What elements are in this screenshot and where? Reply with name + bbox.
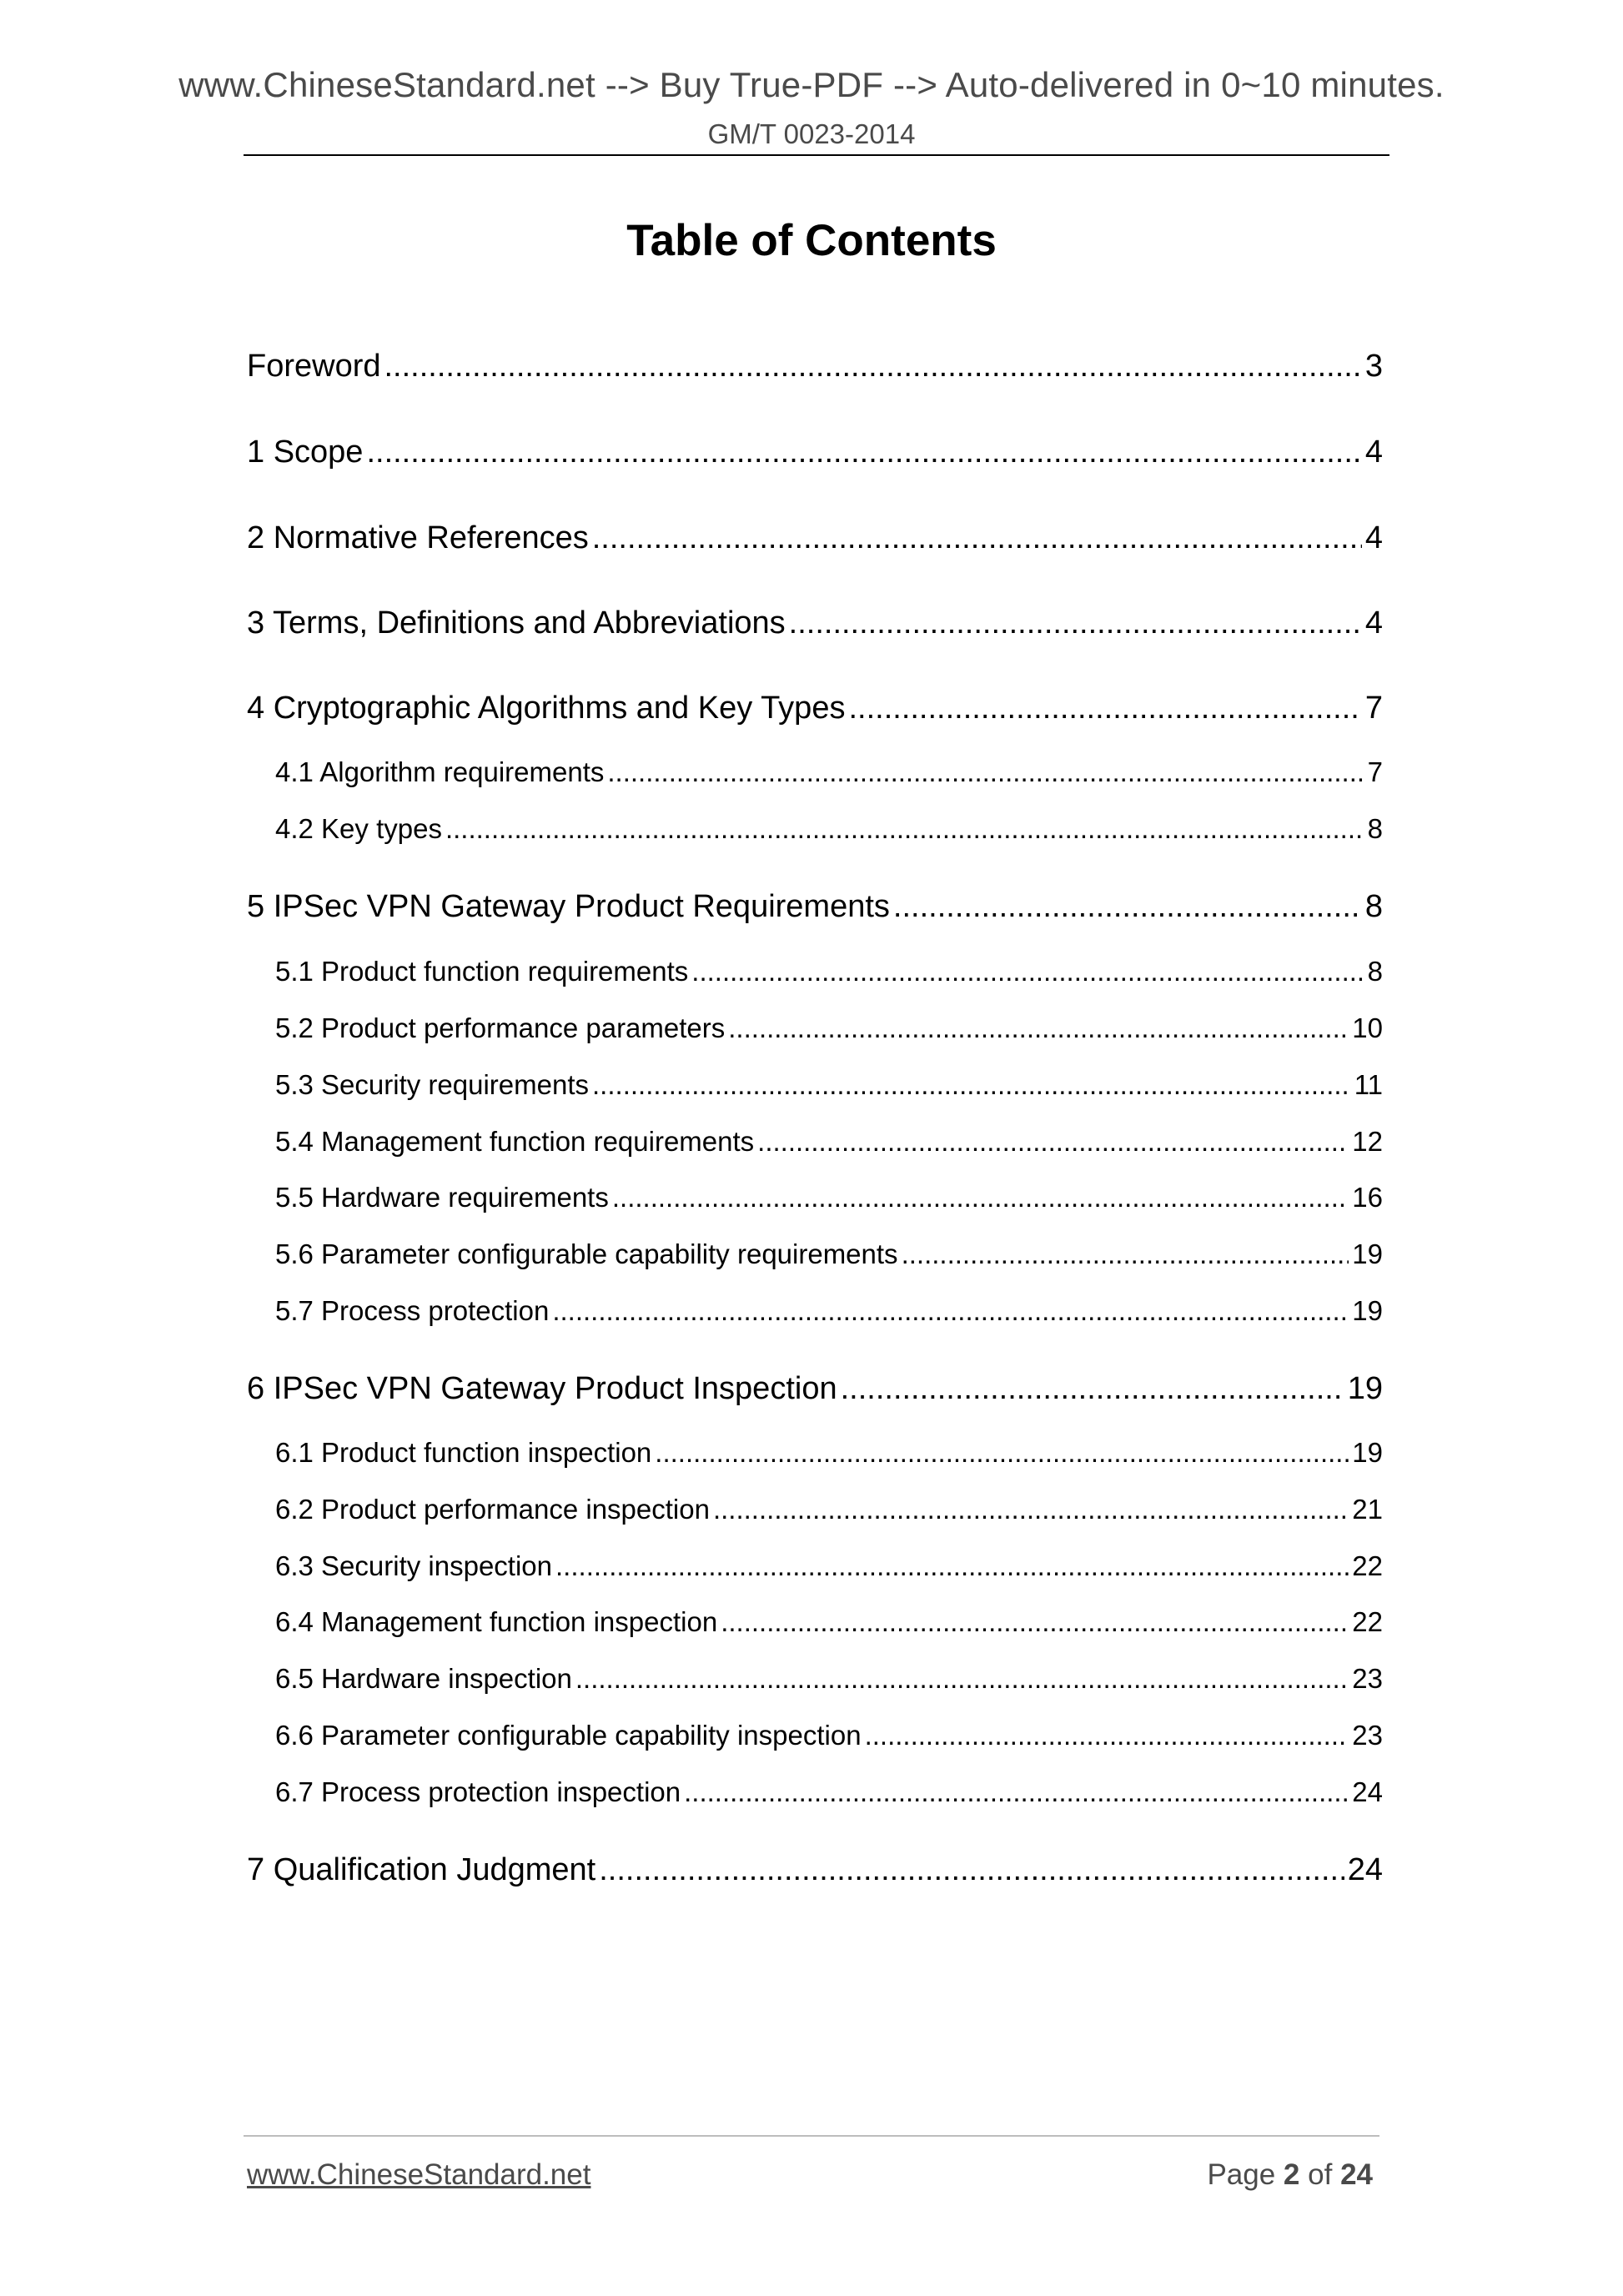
toc-entry-terms-definitions[interactable] <box>247 605 1383 641</box>
toc-entry-label: 4.2 Key types <box>275 813 442 844</box>
dot-leader <box>592 1069 1351 1101</box>
toc-entry-normative-references[interactable] <box>247 520 1383 556</box>
toc-entry-qualification-judgment[interactable] <box>247 1852 1383 1888</box>
dot-leader <box>655 1437 1349 1469</box>
toc-entry-page: 23 <box>1352 1663 1383 1694</box>
toc-entry-label: 1 Scope <box>247 435 364 470</box>
toc-entry-page: 24 <box>1347 1852 1383 1887</box>
toc-title: Table of Contents <box>626 216 997 265</box>
toc-entry-page: 12 <box>1352 1126 1383 1157</box>
toc-entry-page: 24 <box>1352 1776 1383 1807</box>
toc-entry-6-3[interactable] <box>275 1550 1383 1582</box>
page-current: 2 <box>1283 2158 1300 2191</box>
toc-entry-6-1[interactable] <box>275 1437 1383 1469</box>
toc-entry-page: 10 <box>1352 1012 1383 1043</box>
toc-entry-page: 21 <box>1352 1494 1383 1525</box>
toc-entry-label: 5.4 Management function requirements <box>275 1126 755 1157</box>
toc-entry-label: 5.3 Security requirements <box>275 1069 590 1100</box>
toc-entry-label: 4.1 Algorithm requirements <box>275 756 605 787</box>
toc-entry-page: 16 <box>1352 1182 1383 1213</box>
header-divider <box>244 154 1389 156</box>
toc-entry-page: 19 <box>1352 1437 1383 1468</box>
toc-entry-5-7[interactable] <box>275 1295 1383 1327</box>
toc-entry-page: 4 <box>1364 605 1383 641</box>
dot-leader <box>713 1494 1349 1525</box>
dot-leader <box>599 1852 1344 1888</box>
toc-entry-5-2[interactable] <box>275 1012 1383 1044</box>
toc-entry-product-inspection[interactable] <box>247 1371 1383 1407</box>
toc-entry-product-requirements[interactable] <box>247 889 1383 925</box>
toc-entry-page: 8 <box>1364 889 1383 924</box>
toc-entry-label: 5 IPSec VPN Gateway Product Requirements <box>247 889 890 924</box>
toc-entry-page: 19 <box>1352 1295 1383 1326</box>
toc-entry-6-7[interactable] <box>275 1776 1383 1808</box>
toc-entry-page: 4 <box>1364 520 1383 555</box>
dot-leader <box>848 691 1361 726</box>
page-indicator <box>1207 2158 1373 2192</box>
toc-entry-label: 6.2 Product performance inspection <box>275 1494 710 1525</box>
toc-entry-6-2[interactable] <box>275 1494 1383 1525</box>
page-of: of <box>1308 2158 1333 2191</box>
toc-entry-page: 23 <box>1352 1720 1383 1751</box>
toc-entry-page: 8 <box>1367 956 1383 987</box>
dot-leader <box>789 605 1362 641</box>
dot-leader <box>445 813 1364 845</box>
toc-entry-6-5[interactable] <box>275 1663 1383 1695</box>
toc-entry-label: 6.3 Security inspection <box>275 1550 553 1581</box>
dot-leader <box>757 1126 1349 1158</box>
dot-leader <box>366 435 1361 470</box>
toc-entry-label: 4 Cryptographic Algorithms and Key Types <box>247 691 846 726</box>
dot-leader <box>575 1663 1349 1695</box>
dot-leader <box>592 520 1362 556</box>
toc-entry-label: 6.5 Hardware inspection <box>275 1663 572 1694</box>
footer-website-link[interactable]: www.ChineseStandard.net <box>247 2158 591 2191</box>
toc-entry-label: 6.6 Parameter configurable capability inspection <box>275 1720 862 1751</box>
dot-leader <box>552 1295 1349 1327</box>
toc-entry-label: 5.5 Hardware requirements <box>275 1182 609 1213</box>
dot-leader <box>691 956 1364 987</box>
dot-leader <box>841 1371 1344 1407</box>
toc-entry-4-2[interactable] <box>275 813 1383 845</box>
dot-leader <box>612 1182 1349 1213</box>
dot-leader <box>684 1776 1349 1808</box>
dot-leader <box>607 756 1364 788</box>
toc-entry-6-4[interactable] <box>275 1606 1383 1638</box>
toc-entry-label: 6.1 Product function inspection <box>275 1437 652 1468</box>
dot-leader <box>865 1720 1349 1751</box>
toc-entry-5-4[interactable] <box>275 1126 1383 1158</box>
toc-entry-label: 5.1 Product function requirements <box>275 956 689 987</box>
toc-entry-label: 6 IPSec VPN Gateway Product Inspection <box>247 1371 837 1406</box>
toc-entry-page: 19 <box>1347 1371 1383 1406</box>
toc-entry-label: 5.6 Parameter configurable capability requirements <box>275 1238 898 1269</box>
dot-leader <box>384 349 1362 384</box>
toc-entry-5-6[interactable] <box>275 1238 1383 1270</box>
toc-entry-label: 2 Normative References <box>247 520 589 555</box>
toc-entry-label: 6.4 Management function inspection <box>275 1606 718 1637</box>
footer-divider <box>244 2135 1379 2137</box>
toc-entry-label: 6.7 Process protection inspection <box>275 1776 681 1807</box>
dot-leader <box>728 1012 1349 1044</box>
toc-entry-page: 7 <box>1367 756 1383 787</box>
toc-entry-label: 3 Terms, Definitions and Abbreviations <box>247 605 786 641</box>
toc-entry-label: 5.2 Product performance parameters <box>275 1012 726 1043</box>
toc-entry-page: 19 <box>1352 1238 1383 1269</box>
toc-entry-page: 7 <box>1364 691 1383 726</box>
page-prefix: Page <box>1207 2158 1276 2191</box>
toc-entry-foreword[interactable] <box>247 349 1383 384</box>
toc-entry-page: 22 <box>1352 1606 1383 1637</box>
dot-leader <box>555 1550 1349 1582</box>
toc-entry-scope[interactable] <box>247 435 1383 470</box>
toc-entry-page: 8 <box>1367 813 1383 844</box>
toc-entry-label: 5.7 Process protection <box>275 1295 550 1326</box>
header-banner: www.ChineseStandard.net --> Buy True-PDF --> Auto-delivered in 0~10 minutes. <box>178 65 1445 104</box>
toc-entry-label: 7 Qualification Judgment <box>247 1852 596 1887</box>
toc-entry-page: 3 <box>1364 349 1383 384</box>
dot-leader <box>721 1606 1349 1638</box>
toc-entry-6-6[interactable] <box>275 1720 1383 1751</box>
page-total: 24 <box>1340 2158 1373 2191</box>
toc-entry-page: 22 <box>1352 1550 1383 1581</box>
toc-entry-5-5[interactable] <box>275 1182 1383 1213</box>
dot-leader <box>893 889 1362 925</box>
dot-leader <box>902 1238 1349 1270</box>
toc-entry-4-1[interactable] <box>275 756 1383 788</box>
toc-entry-label: Foreword <box>247 349 381 384</box>
toc-entry-5-3[interactable] <box>275 1069 1383 1101</box>
standard-code: GM/T 0023-2014 <box>707 118 916 149</box>
toc-entry-page: 4 <box>1364 435 1383 470</box>
toc-entry-cryptographic-algorithms[interactable] <box>247 691 1383 726</box>
toc-entry-page: 11 <box>1354 1069 1383 1100</box>
toc-entry-5-1[interactable] <box>275 956 1383 987</box>
